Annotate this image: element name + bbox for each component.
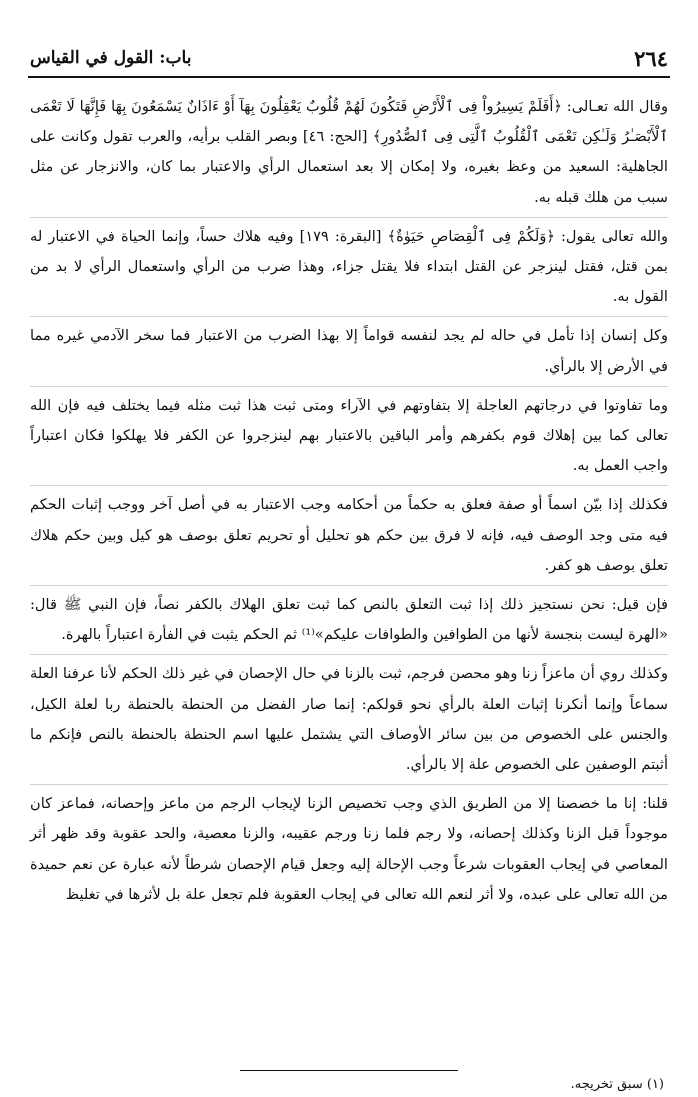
footnote: (١) سبق تخريجه. <box>570 1077 664 1092</box>
paragraph: وقال الله تعـالى: ﴿أَفَلَمْ يَسِيرُواْ فِى ٱلْأَرْضِ فَتَكُونَ لَهُمْ قُلُوبٌ يَعْقِلُونَ بِهَآ أَوْ ءَاذَانٌ يَسْمَعُونَ بِهَا فَإِنَّهَا لَا تَعْمَى ٱلْأَبْصَـٰرُ وَلَـٰكِن تَعْمَى ٱلْقُلُوبُ ٱلَّتِى فِى ٱلصُّدُورِ﴾ [الحج: ٤٦] وبصر القلب برأيه، والعرب تقول وكانت على الجاهلية: السعيد من وعظ بغيره، ولا إمكان إلا بعد استعمال الرأي والاعتبار بما كان، والانزجار عن مثل سبب من هلك قبله به. <box>30 98 668 206</box>
paragraph: والله تعالى يقول: ﴿وَلَكُمْ فِى ٱلْقِصَاصِ حَيَوٰةٌ﴾ [البقرة: ١٧٩] وفيه هلاك حساً، وإنما الحياة في الاعتبار له بمن قتل، فقتل لينزجر عن القتل ابتداء فلا يقتل جزاء، وهذا ضرب من الرأي واستعمال الرأي لا بد من القول به. <box>30 217 668 313</box>
chapter-title: باب: القول في القياس <box>30 48 192 68</box>
page-body <box>30 92 668 914</box>
page-number: ٢٦٤ <box>634 46 668 71</box>
footnote-rule <box>240 1070 458 1071</box>
paragraph: قلنا: إنا ما خصصنا إلا من الطريق الذي وجب تخصيص الزنا لإيجاب الرجم من ماعز وإحصانه، فماعز كان موجوداً قبل الزنا وكذلك إحصانه، ولا رجم فلما زنا ورجم عقيبه، والزنا معصية، والحد عقوبة وقد ظهر أثر المعاصي في إيجاب العقوبات شرعاً وجب الإحالة إليه وجعل قيام الإحصان شرطاً لأنه عبارة عن نعم حميدة من الله تعالى على عبده، ولا أثر لنعم الله تعالى في إيجاب العقوبة فلم تجعل علة بل لأثرها في تغليظ <box>30 784 668 910</box>
paragraph: فإن قيل: نحن نستجيز ذلك إذا ثبت التعلق بالنص كما ثبت تعلق الهلاك بالكفر نصاً، فإن النبي ﷺ قال: «الهرة ليست بنجسة لأنها من الطوافين والطوافات عليكم»⁽¹⁾ ثم الحكم يثبت في الفأرة اعتباراً بالهرة. <box>30 585 668 650</box>
paragraph: وكذلك روي أن ماعزاً زنا وهو محصن فرجم، ثبت بالزنا في حال الإحصان في غير ذلك الحكم لأنا عرفنا العلة سماعاً وإنما أنكرنا إثبات العلة بالرأي نحو قولكم: إنما صار الفضل من الحنطة بالحنطة ربا لعلة الكيل، والجنس على الخصوص من بين سائر الأوصاف التي يشتمل عليها اسم الحنطة بالحنطة بالنص فإنكم ما أثبتم الوصفين على الخصوص علة إلا بالرأي. <box>30 654 668 780</box>
paragraph: وما تفاوتوا في درجاتهم العاجلة إلا بتفاوتهم في الآراء ومتى ثبت هذا ثبت مثله فيما يختلف فيه فإن الله تعالى كما بين إهلاك قوم بكفرهم وأمر الباقين بالاعتبار بهم لينزجروا عن الكفر فلا يهلكوا فكان اعتباراً واجب العمل به. <box>30 386 668 482</box>
page-header <box>28 42 670 78</box>
paragraph: فكذلك إذا بيّن اسماً أو صفة فعلق به حكماً من أحكامه وجب الاعتبار به في أصل آخر ووجب إثبات الحكم فيه متى وجد الوصف فيه، فإنه لا فرق بين حكم هو تحليل أو تحريم تعلق بوصف هو كيل وبين حكم هلاك تعلق بوصف هو كفر. <box>30 485 668 581</box>
paragraph: وكل إنسان إذا تأمل في حاله لم يجد لنفسه قواماً إلا بهذا الضرب من الاعتبار فما سخر الآدمي غيره مما في الأرض إلا بالرأي. <box>30 316 668 381</box>
header-rule <box>28 76 670 78</box>
